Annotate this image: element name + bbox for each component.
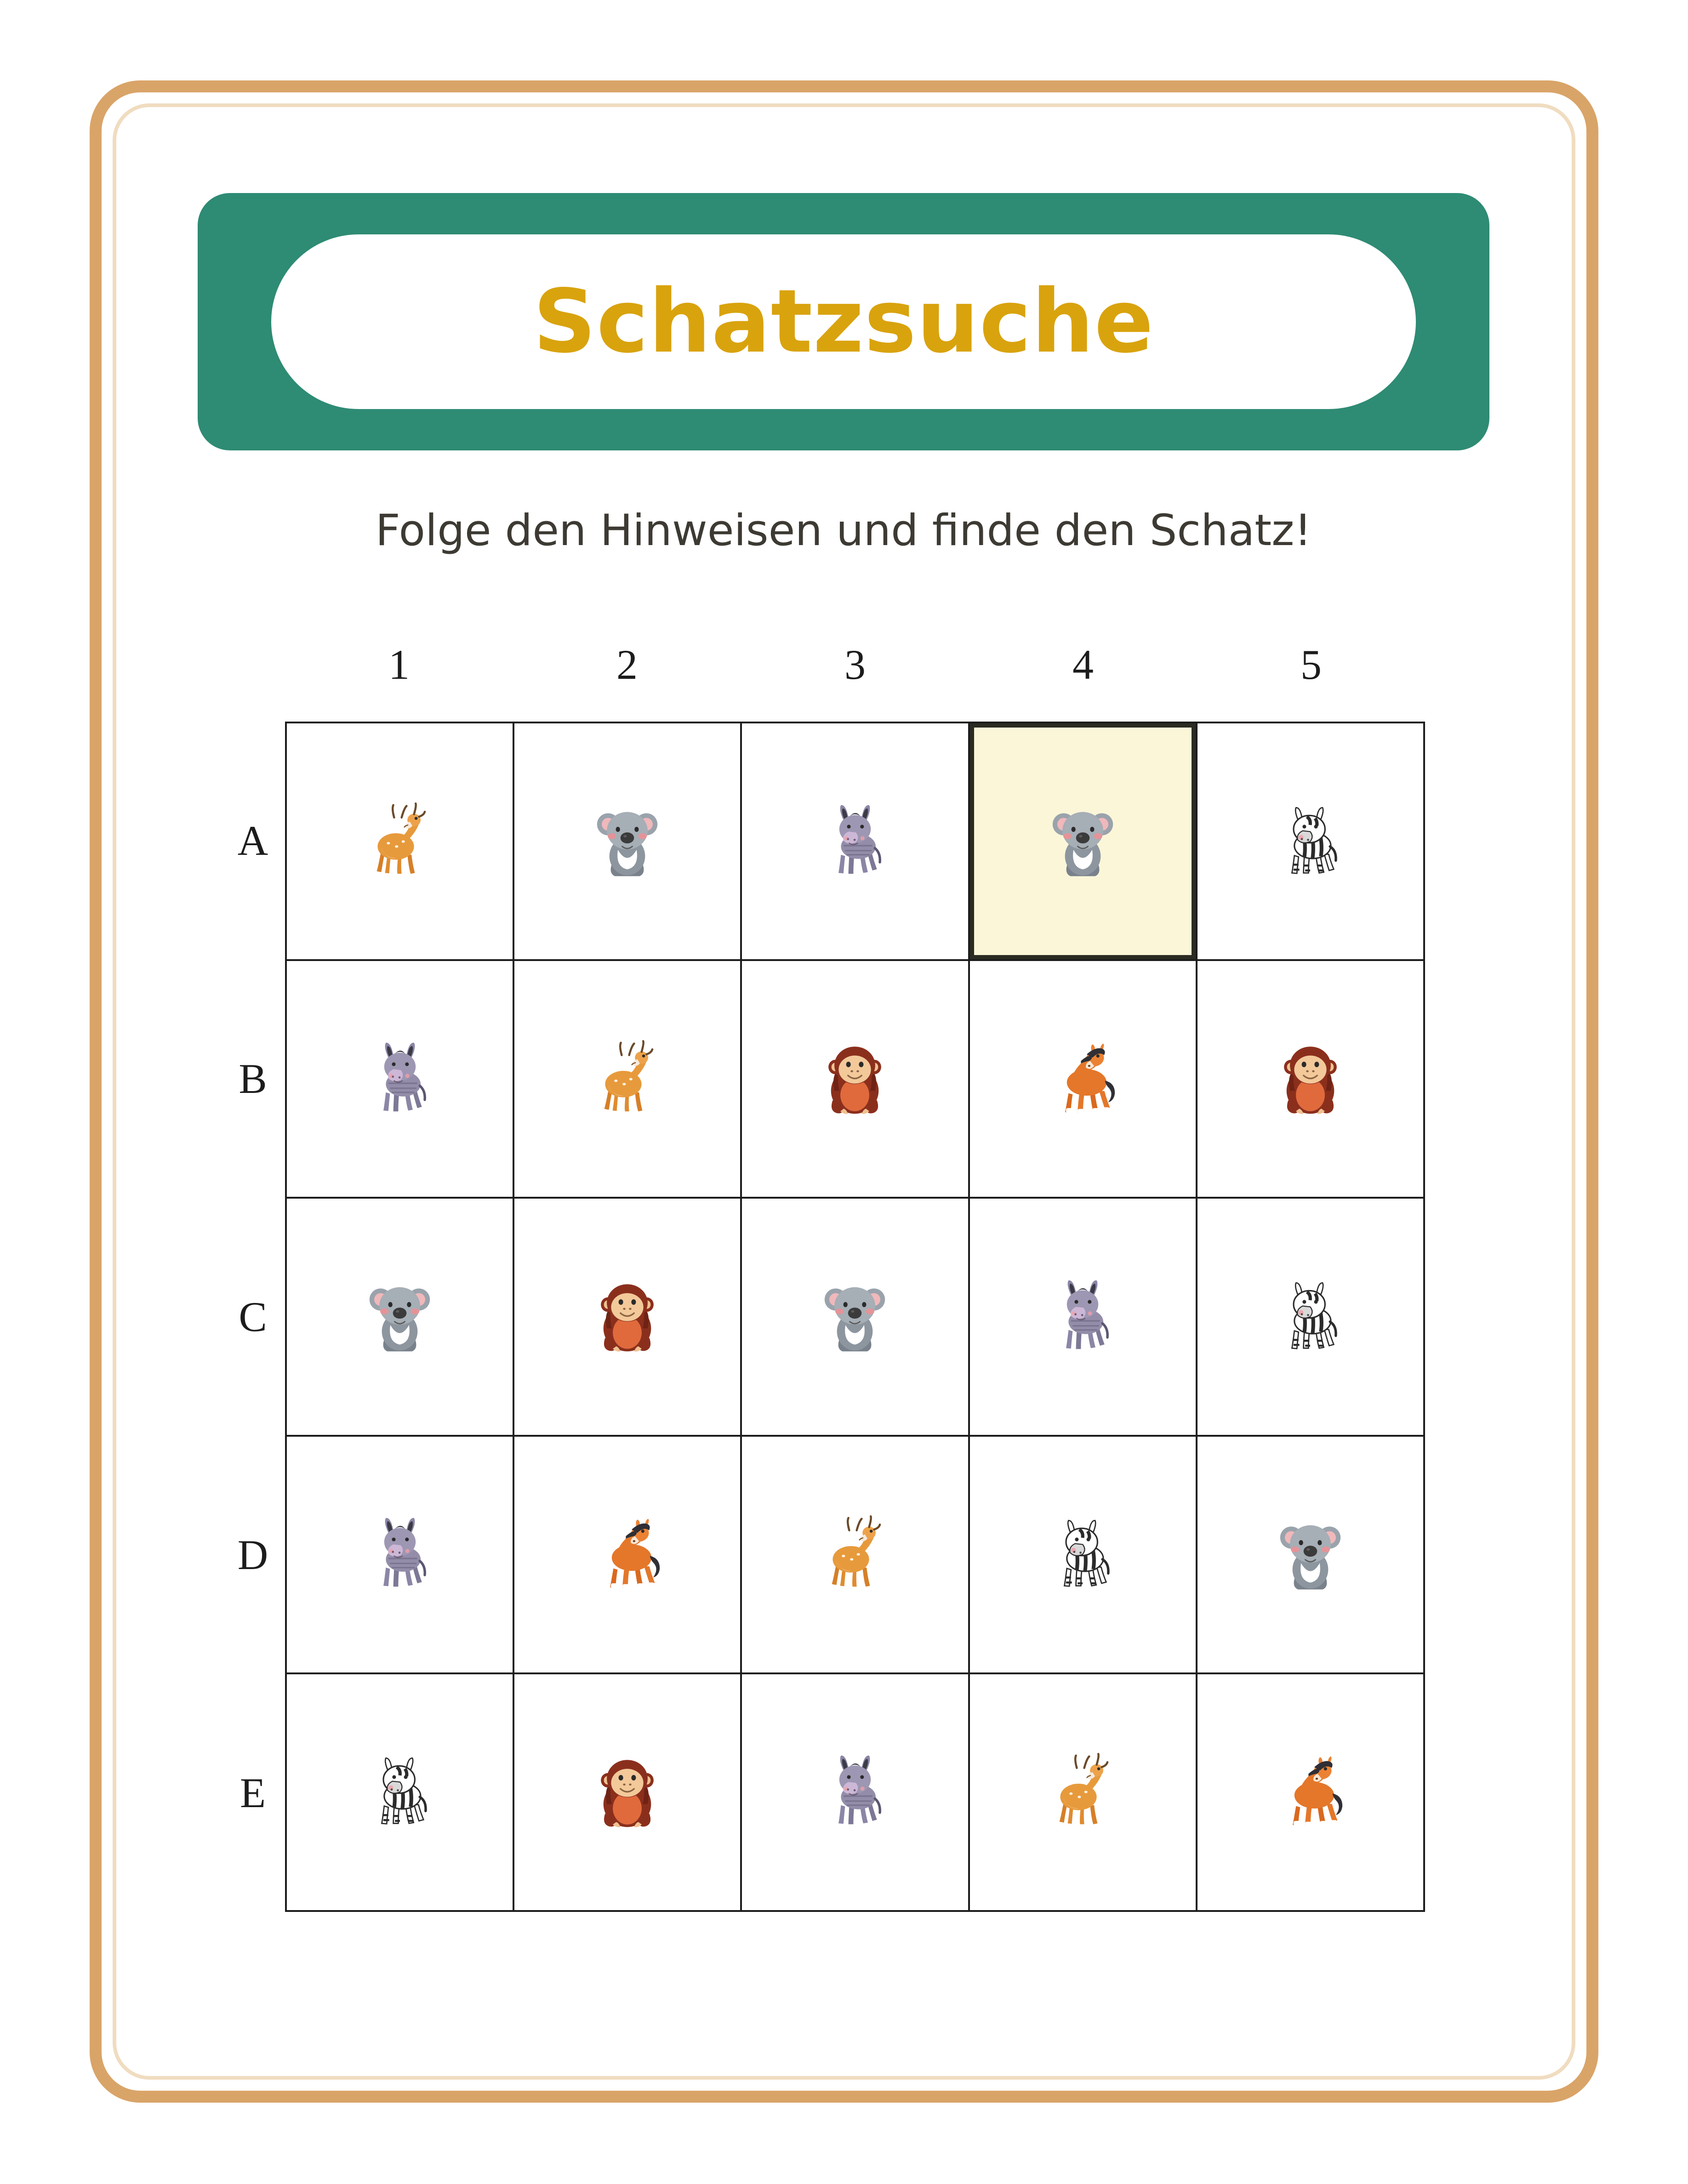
grid-cell-e1[interactable] <box>287 1674 514 1912</box>
koala-icon <box>357 1274 442 1359</box>
grid-cell-c1[interactable] <box>287 1199 514 1436</box>
row-header-b: B <box>239 1055 267 1102</box>
zebra-icon <box>1269 1275 1352 1358</box>
grid-cell-b1[interactable] <box>287 961 514 1199</box>
grid-cell-c3[interactable] <box>742 1199 969 1436</box>
title-banner <box>198 193 1489 450</box>
column-header-3: 3 <box>844 641 866 688</box>
row-header-d: D <box>237 1531 268 1578</box>
row-header-c: C <box>239 1293 267 1340</box>
grid-cell-d2[interactable] <box>514 1437 742 1674</box>
zebra-icon <box>1041 1513 1124 1596</box>
grid-cell-c4[interactable] <box>970 1199 1198 1436</box>
gazelle-icon <box>359 800 441 883</box>
grid-cell-a3[interactable] <box>742 723 969 961</box>
gazelle-icon <box>586 1038 669 1120</box>
monkey-icon <box>1268 1036 1353 1121</box>
grid-cell-a2[interactable] <box>514 723 742 961</box>
horse-icon <box>1269 1751 1352 1833</box>
koala-icon <box>812 1274 897 1359</box>
monkey-icon <box>585 1750 670 1835</box>
grid-cell-e2[interactable] <box>514 1674 742 1912</box>
subtitle-text: Folge den Hinweisen und finde den Schatz! <box>375 506 1312 556</box>
column-header-1: 1 <box>388 641 410 688</box>
row-header-a: A <box>237 817 268 864</box>
grid-cell-b3[interactable] <box>742 961 969 1199</box>
horse-icon <box>586 1513 669 1596</box>
donkey-icon <box>814 1751 896 1833</box>
page-title: Schatzsuche <box>533 271 1154 372</box>
grid-cell-c5[interactable] <box>1198 1199 1425 1436</box>
treasure-grid <box>221 643 1462 1935</box>
grid-cell-a1[interactable] <box>287 723 514 961</box>
grid-cell-b4[interactable] <box>970 961 1198 1199</box>
title-pill <box>271 234 1416 409</box>
grid-cell-d3[interactable] <box>742 1437 969 1674</box>
grid-cell-c2[interactable] <box>514 1199 742 1436</box>
gazelle-icon <box>1041 1751 1124 1833</box>
column-header-4: 4 <box>1072 641 1094 688</box>
grid-cell-e4[interactable] <box>970 1674 1198 1912</box>
koala-icon <box>1040 799 1125 884</box>
donkey-icon <box>814 800 896 883</box>
grid-cell-e5[interactable] <box>1198 1674 1425 1912</box>
grid-cell-a4[interactable] <box>970 723 1198 961</box>
monkey-icon <box>812 1036 897 1121</box>
grid-cell-d4[interactable] <box>970 1437 1198 1674</box>
koala-icon <box>1268 1512 1353 1597</box>
grid-cell-a5[interactable] <box>1198 723 1425 961</box>
column-header-row <box>285 643 1425 703</box>
row-header-e: E <box>240 1769 266 1816</box>
gazelle-icon <box>814 1513 896 1596</box>
grid-cell-e3[interactable] <box>742 1674 969 1912</box>
grid-cells <box>285 722 1425 1912</box>
donkey-icon <box>359 1513 441 1596</box>
column-header-5: 5 <box>1300 641 1322 688</box>
donkey-icon <box>1041 1275 1124 1358</box>
row-header-column <box>221 722 285 1912</box>
grid-cell-d1[interactable] <box>287 1437 514 1674</box>
grid-cell-b2[interactable] <box>514 961 742 1199</box>
zebra-icon <box>359 1751 441 1833</box>
horse-icon <box>1041 1038 1124 1120</box>
koala-icon <box>585 799 670 884</box>
grid-cell-d5[interactable] <box>1198 1437 1425 1674</box>
grid-cell-b5[interactable] <box>1198 961 1425 1199</box>
zebra-icon <box>1269 800 1352 883</box>
column-header-2: 2 <box>616 641 638 688</box>
donkey-icon <box>359 1038 441 1120</box>
monkey-icon <box>585 1274 670 1359</box>
